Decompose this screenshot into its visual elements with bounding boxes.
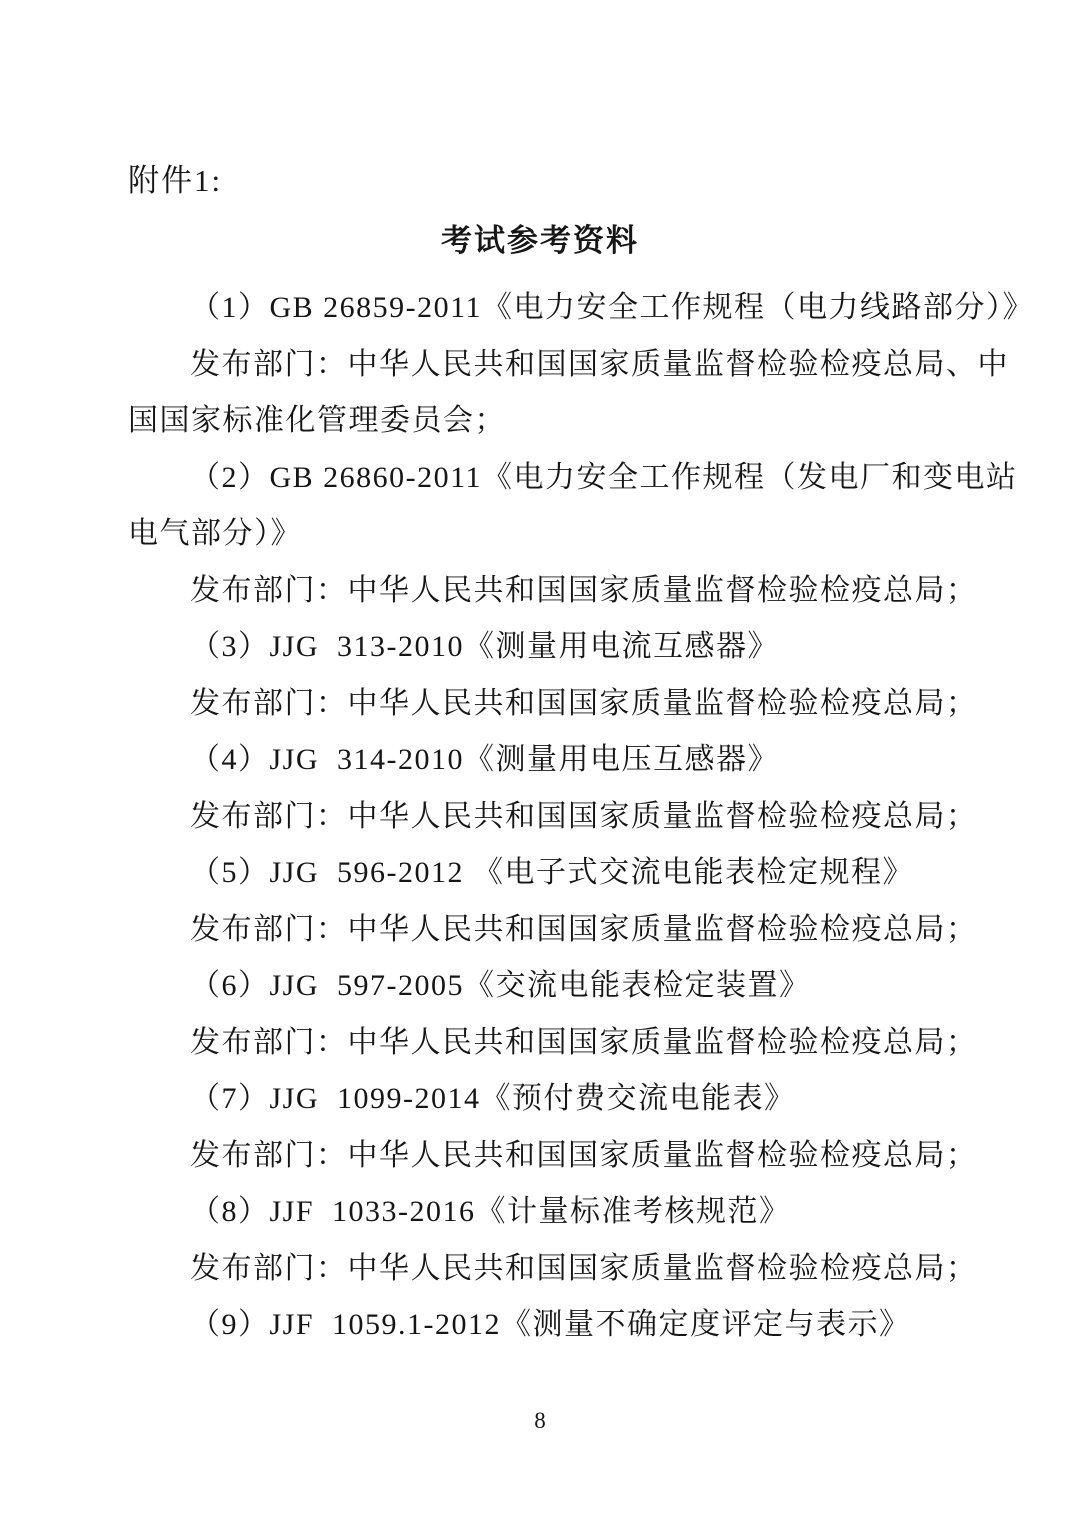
- document-line: （9）JJF 1059.1-2012《测量不确定度评定与表示》: [190, 1308, 911, 1341]
- document-line: （3）JJG 313-2010《测量用电流互感器》: [190, 630, 780, 663]
- document-line: 发布部门：中华人民共和国国家质量监督检验检疫总局；: [190, 1138, 978, 1172]
- document-line: 发布部门：中华人民共和国国家质量监督检验检疫总局；: [190, 912, 978, 946]
- document-body: [128, 280, 1035, 1354]
- document-title: 考试参考资料: [441, 223, 639, 258]
- document-line: （6）JJG 597-2005《交流电能表检定装置》: [190, 969, 811, 1002]
- document-line: 电气部分）》: [128, 517, 302, 550]
- document-line: （8）JJF 1033-2016《计量标准考核规范》: [190, 1195, 791, 1228]
- document-line: （2）GB 26860-2011《电力安全工作规程（发电厂和变电站: [190, 460, 1018, 494]
- attachment-label: 附件1:: [128, 163, 223, 198]
- document-line: （4）JJG 314-2010《测量用电压互感器》: [190, 743, 780, 776]
- document-line: 发布部门：中华人民共和国国家质量监督检验检疫总局；: [190, 1025, 978, 1059]
- page-number: 8: [534, 1408, 546, 1433]
- document-line: （7）JJG 1099-2014《预付费交流电能表》: [190, 1082, 796, 1115]
- document-line: （1）GB 26859-2011《电力安全工作规程（电力线路部分）》: [190, 291, 1035, 324]
- document-line: 发布部门：中华人民共和国国家质量监督检验检疫总局；: [190, 799, 978, 833]
- document-line: （5）JJG 596-2012 《电子式交流电能表检定规程》: [190, 856, 915, 889]
- document-line: 发布部门：中华人民共和国国家质量监督检验检疫总局；: [190, 1251, 978, 1285]
- document-line: 国国家标准化管理委员会；: [128, 404, 506, 437]
- document-line: 发布部门：中华人民共和国国家质量监督检验检疫总局；: [190, 686, 978, 720]
- document-line: 发布部门：中华人民共和国国家质量监督检验检疫总局；: [190, 573, 978, 607]
- document-line: 发布部门：中华人民共和国国家质量监督检验检疫总局、中: [190, 347, 1009, 381]
